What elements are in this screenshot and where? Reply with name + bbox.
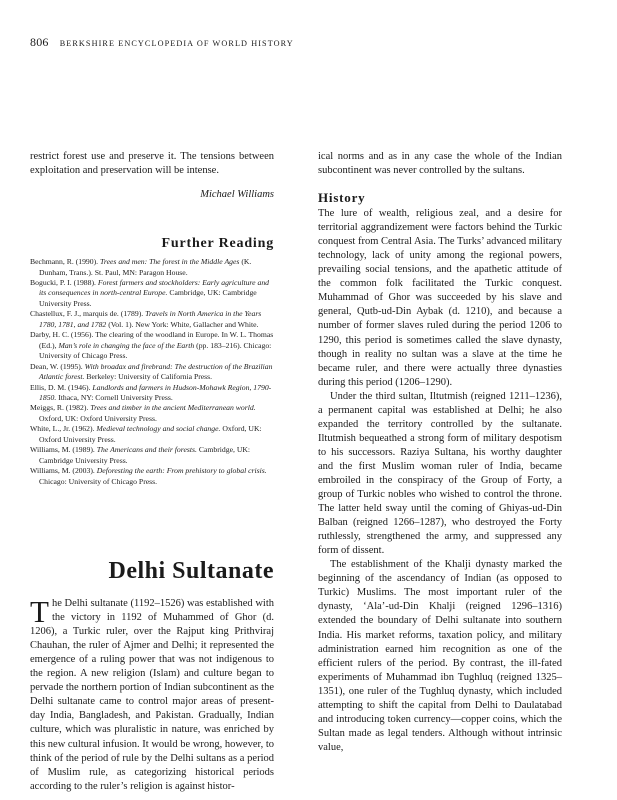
reference-author: Williams, M. (2003). bbox=[30, 466, 97, 476]
drop-cap: T bbox=[30, 594, 49, 630]
left-column bbox=[30, 150, 274, 794]
reference-title: Medieval technology and social change. bbox=[96, 424, 221, 434]
reference-item bbox=[30, 309, 274, 330]
reference-author: Ellis, D. M. (1946). bbox=[30, 382, 93, 392]
reference-item bbox=[30, 362, 274, 383]
reference-list bbox=[30, 257, 274, 487]
history-paragraph-3: The establishment of the Khalji dynasty marked the beginning of the ascendancy of Indian (as opposed to Turkic) Muslims. The most important ruler of the dynasty, ‘Ala’-ud-Din Khalji (reigned 1296–1316) extended the boundary of Delhi sultanate into southern India. His market reforms, taxation policy, and military administration earned him recognition as one of the efficient rulers of the period. By contrast, the ill-fated experiments of Muhammad ibn Tughluq (reigned 1325–1351), one ruler of the Tughluq dynasty, which included attempting to shift the capital from Delhi to Daulatabad and introducing token currency—copper coins, which the Sultan made as legal tenders. Although without intrinsic value, bbox=[318, 559, 562, 753]
reference-item bbox=[30, 466, 274, 487]
reference-title: Trees and timber in the ancient Mediterranean world. bbox=[90, 403, 256, 413]
reference-publisher: Cambridge, UK: Cambridge University Press. bbox=[39, 288, 257, 308]
reference-title: Deforesting the earth: From prehistory to global crisis. bbox=[96, 466, 267, 476]
reference-title: Landlords and farmers in Hudson-Mohawk Region, 1790-1850. bbox=[39, 382, 272, 402]
running-head bbox=[30, 35, 294, 50]
right-column bbox=[318, 150, 562, 755]
reference-publisher: (pp. 183–216). Chicago: University of Chicago Press. bbox=[39, 340, 272, 361]
reference-author: Bogucki, P. I. (1988). bbox=[30, 278, 98, 287]
reference-title: With broadax and firebrand: The destruction of the Brazilian Atlantic forest. bbox=[39, 361, 273, 382]
first-paragraph bbox=[30, 594, 274, 794]
further-reading-heading: Further Reading bbox=[161, 236, 274, 252]
reference-title: Trees and men: The forest in the Middle Ages bbox=[100, 257, 240, 267]
page-number: 806 bbox=[30, 35, 49, 49]
reference-publisher: Oxford, UK: Oxford University Press. bbox=[39, 413, 157, 423]
history-paragraph-2: Under the third sultan, Iltutmish (reigned 1211–1236), a permanent capital was established at Delhi; he also expanded the territory controlled by the sultanate. Iltutmish bequeathed a strong form of military despotism to his successors. Raziya Sultana, his worthy daughter and the first Muslim woman ruler of India, became embroiled in the conspiracy of the Group of Forty, a group of Turkic nobles who wished to control the throne. The latter held sway until the coming of Ghiyas-ud-Din Balban (reigned 1266–1287), who destroyed the Forty ruthlessly, strengthened the army, and suppressed any form of dissent. bbox=[318, 390, 562, 557]
reference-item bbox=[30, 424, 274, 445]
continued-text: ical norms and as in any case the whole of the Indian subcontinent was never controlled by the sultans. bbox=[318, 151, 562, 177]
publication-title: BERKSHIRE ENCYCLOPEDIA OF WORLD HISTORY bbox=[59, 39, 294, 48]
reference-author: Dean, W. (1995). bbox=[30, 361, 85, 371]
reference-author: Darby, H. C. (1956). The clearing of the woodland in Europe. In W. L. Thomas (Ed.), bbox=[30, 330, 274, 350]
reference-title: Forest farmers and stockholders: Early agriculture and its consequences in north-central Europe. bbox=[39, 278, 270, 298]
reference-publisher: Oxford, UK: Oxford University Press. bbox=[39, 424, 262, 444]
entry-title: Delhi Sultanate bbox=[108, 558, 274, 585]
reference-publisher: Ithaca, NY: Cornell University Press. bbox=[56, 392, 173, 402]
reference-author: Williams, M. (1989). bbox=[30, 445, 97, 455]
reference-publisher: Chicago: University of Chicago Press. bbox=[39, 476, 158, 486]
reference-item bbox=[30, 278, 274, 309]
reference-item bbox=[30, 330, 274, 361]
reference-author: Meiggs, R. (1982). bbox=[30, 403, 91, 413]
reference-title: The Americans and their forests. bbox=[96, 445, 197, 455]
reference-publisher: Cambridge, UK: Cambridge University Press. bbox=[39, 445, 251, 465]
first-paragraph-text: he Delhi sultanate (1192–1526) was established with the victory in 1192 of Muhammed of Ghor (d. 1206), a Turkic ruler, over the Rajput king Prithviraj Chauhan, the ruler of Ajmer and Delhi; it represented the emergence of a ruling power that was not indigenous to the region. A new religion (Islam) and culture began to pervade the northern portion of Indian subcontinent as the Delhi sultanate came to control major areas of present-day India, Bangladesh, and Pakistan. Gradually, Indian culture, which was pluralistic in nature, was enriched by this new cultural infusion. It would be wrong, however, to think of the period of rule by the Delhi sultans as a period of Muslim rule, as categorizing historical periods according to the ruler’s religion is against histor- bbox=[30, 598, 274, 792]
reference-author: Bechmann, R. (1990). bbox=[30, 257, 101, 267]
history-paragraph-1: The lure of wealth, religious zeal, and a desire for territorial aggrandizement were factors behind the Turkic conquest from Central Asia. The Turks’ advanced military technology, lack of unity among the regional powers, prevailing social tensions, and the apathetic attitude of the common folk facilitated the Turkic conquest. Muhammad of Ghor was succeeded by his slave and general, Qutb-ud-Din Aybak (d. 1210), and because a number of former slaves ruled during the period 1206 to 1290, this period is sometimes called the slave dynasty, though in reality no sultan was a slave at the time he became ruler, and there were actually three dynasties during this period (1206–1290). bbox=[318, 208, 562, 388]
reference-item bbox=[30, 257, 274, 278]
reference-publisher: Berkeley: University of California Press. bbox=[84, 372, 213, 382]
author-signature: Michael Williams bbox=[200, 189, 274, 201]
reference-author: White, L., Jr. (1962). bbox=[30, 424, 97, 434]
reference-title: Man’s role in changing the face of the Earth bbox=[58, 340, 195, 350]
reference-item bbox=[30, 445, 274, 466]
history-heading: History bbox=[318, 190, 366, 206]
reference-publisher: (K. Dunham, Trans.). St. Paul, MN: Paragon House. bbox=[39, 257, 252, 277]
reference-title: Travels in North America in the Years 1780, 1781, and 1782 bbox=[39, 309, 262, 329]
reference-author: Chastellux, F. J., marquis de. (1789). bbox=[30, 309, 146, 319]
intro-text: restrict forest use and preserve it. The tensions between exploitation and preservation will be intense. bbox=[30, 151, 274, 177]
reference-publisher: (Vol. 1). New York: White, Gallacher and White. bbox=[106, 319, 259, 329]
reference-item bbox=[30, 383, 274, 404]
reference-item bbox=[30, 403, 274, 424]
